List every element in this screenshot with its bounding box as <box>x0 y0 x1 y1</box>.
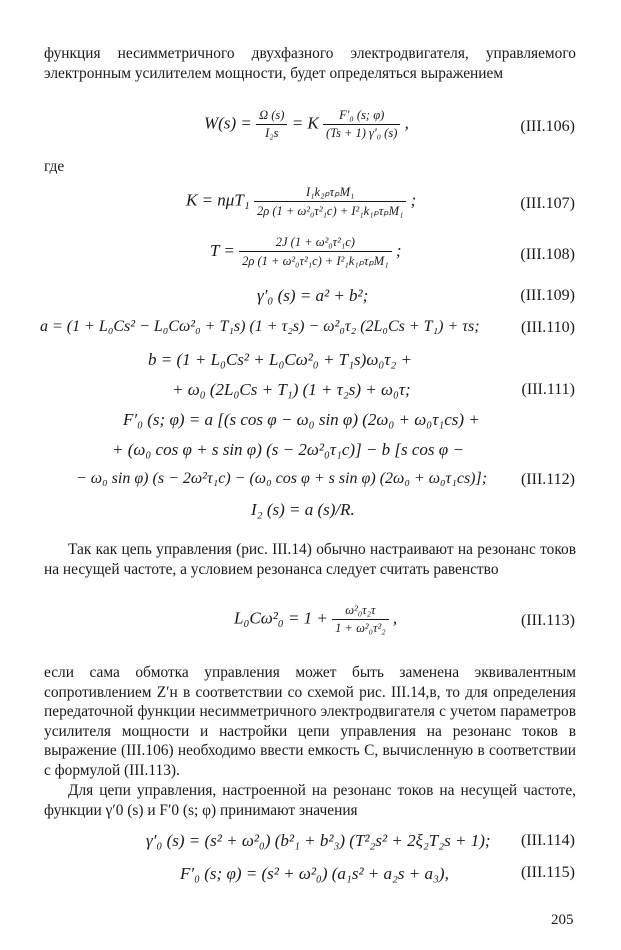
eq108-numerator: 2J (1 + ω²₀τ²₁c) <box>239 235 391 252</box>
equation-number-115: (III.115) <box>520 864 575 881</box>
eq113-fraction <box>332 603 388 636</box>
eq108-lhs: T = <box>210 240 235 260</box>
eq106-fraction-2 <box>323 108 400 141</box>
paragraph-winding: если сама обмотка управления может быть заменена эквивалентным сопротивлением Z′н в соответствии со схемой рис. III.14,в, то для определения передаточной функции несимметричного электродвигателя с учетом параметров усилителя мощности и настройки цепи управления на резонанс токов в выражение (III.106) необходимо ввести емкость C, вычисленную в соответствии с формулой (III.113). <box>44 664 576 779</box>
equation-106 <box>204 108 409 141</box>
eq106-f1-numerator: Ω (s) <box>256 108 287 125</box>
eq107-tail: ; <box>410 190 417 210</box>
equation-114: γ′₀ (s) = (s² + ω²₀) (b²₁ + b²₃) (T²₂s² + 2ξ₂T₂s + 1); <box>146 831 491 850</box>
eq107-numerator: I₁k₂ₚτₚM₁ <box>254 184 406 202</box>
eq107-denominator: 2ρ (1 + ω²₀τ²₁c) + I²₁k₁ₚτₚM₁ <box>256 204 404 218</box>
equation-number-110: (III.110) <box>520 319 575 336</box>
eq106-mid: = K <box>291 113 319 133</box>
eq113-denominator: 1 + ω²₀τ²₂ <box>335 621 386 635</box>
equation-110: a = (1 + L₀Cs² − L₀Cω²₀ + T₁s) (1 + τ₂s) − ω²₀τ₂ (2L₀Cs + T₁) + τs; <box>40 318 480 335</box>
equation-number-106: (III.106) <box>520 118 575 135</box>
equation-number-112: (III.112) <box>520 471 575 488</box>
page-number: 205 <box>551 912 574 928</box>
paragraph-intro: функция несимметричного двухфазного электродвигателя, управляемого электронным усилителем мощности, будет определяться выражением <box>44 45 576 82</box>
equation-112-line1: F′₀ (s; φ) = a [(s cos φ − ω₀ sin φ) (2ω₀ + ω₀τ₁cs) + <box>123 410 480 429</box>
eq106-lhs: W(s) = <box>204 113 252 133</box>
paragraph-resonance: Так как цепь управления (рис. III.14) обычно настраивают на резонанс токов на несущей частоте, а условием резонанса следует считать равенство <box>44 541 576 578</box>
eq106-f2-numerator: F′₀ (s; φ) <box>323 108 400 125</box>
eq106-fraction-1 <box>256 108 287 141</box>
eq106-tail: , <box>404 113 409 133</box>
eq106-f1-denominator: I₂s <box>265 126 279 140</box>
equation-111-line2: + ω₀ (2L₀Cs + T₁) (1 + τ₂s) + ω₀τ; <box>172 380 411 399</box>
equation-number-114: (III.114) <box>520 832 575 849</box>
eq113-numerator: ω²₀τ₂τ <box>332 603 388 620</box>
eq107-lhs: K = nμT₁ <box>186 190 250 210</box>
equation-107 <box>186 184 416 219</box>
eq106-f2-denominator: (Ts + 1) γ′₀ (s) <box>326 126 398 140</box>
eq113-lhs: L₀Cω²₀ = 1 + <box>234 608 328 628</box>
equation-112-line3: − ω₀ sin φ) (s − 2ω²τ₁c) − (ω₀ cos φ + s sin φ) (2ω₀ + ω₀τ₁cs)]; <box>76 470 488 487</box>
equation-112-line2: + (ω₀ cos φ + s sin φ) (s − 2ω²₀τ₁c)] − b [s cos φ − <box>112 440 464 459</box>
equation-number-111: (III.111) <box>521 381 575 398</box>
eq108-denominator: 2ρ (1 + ω²₀τ²₁c) + I²₁k₁ₚτₚM₁ <box>242 254 389 268</box>
equation-109: γ′₀ (s) = a² + b²; <box>257 286 369 305</box>
equation-i2: I₂ (s) = a (s)/R. <box>251 500 355 519</box>
equation-number-108: (III.108) <box>520 246 575 263</box>
eq108-tail: ; <box>395 240 402 260</box>
eq107-fraction <box>254 184 406 219</box>
where-word: где <box>44 158 65 175</box>
equation-number-109: (III.109) <box>520 287 575 304</box>
eq108-fraction <box>239 235 391 269</box>
equation-number-107: (III.107) <box>520 195 575 212</box>
equation-115: F′₀ (s; φ) = (s² + ω²₀) (a₁s² + a₂s + a₃), <box>180 864 449 883</box>
equation-111-line1: b = (1 + L₀Cs² + L₀Cω²₀ + T₁s)ω₀τ₂ + <box>148 350 412 369</box>
equation-113 <box>234 603 397 636</box>
equation-108 <box>210 235 402 269</box>
equation-number-113: (III.113) <box>520 612 575 629</box>
paragraph-tuned-circuit: Для цепи управления, настроенной на резонанс токов на несущей частоте, функции γ′0 (s) и F′0 (s; φ) принимают значения <box>44 782 576 819</box>
eq113-tail: , <box>392 608 398 628</box>
